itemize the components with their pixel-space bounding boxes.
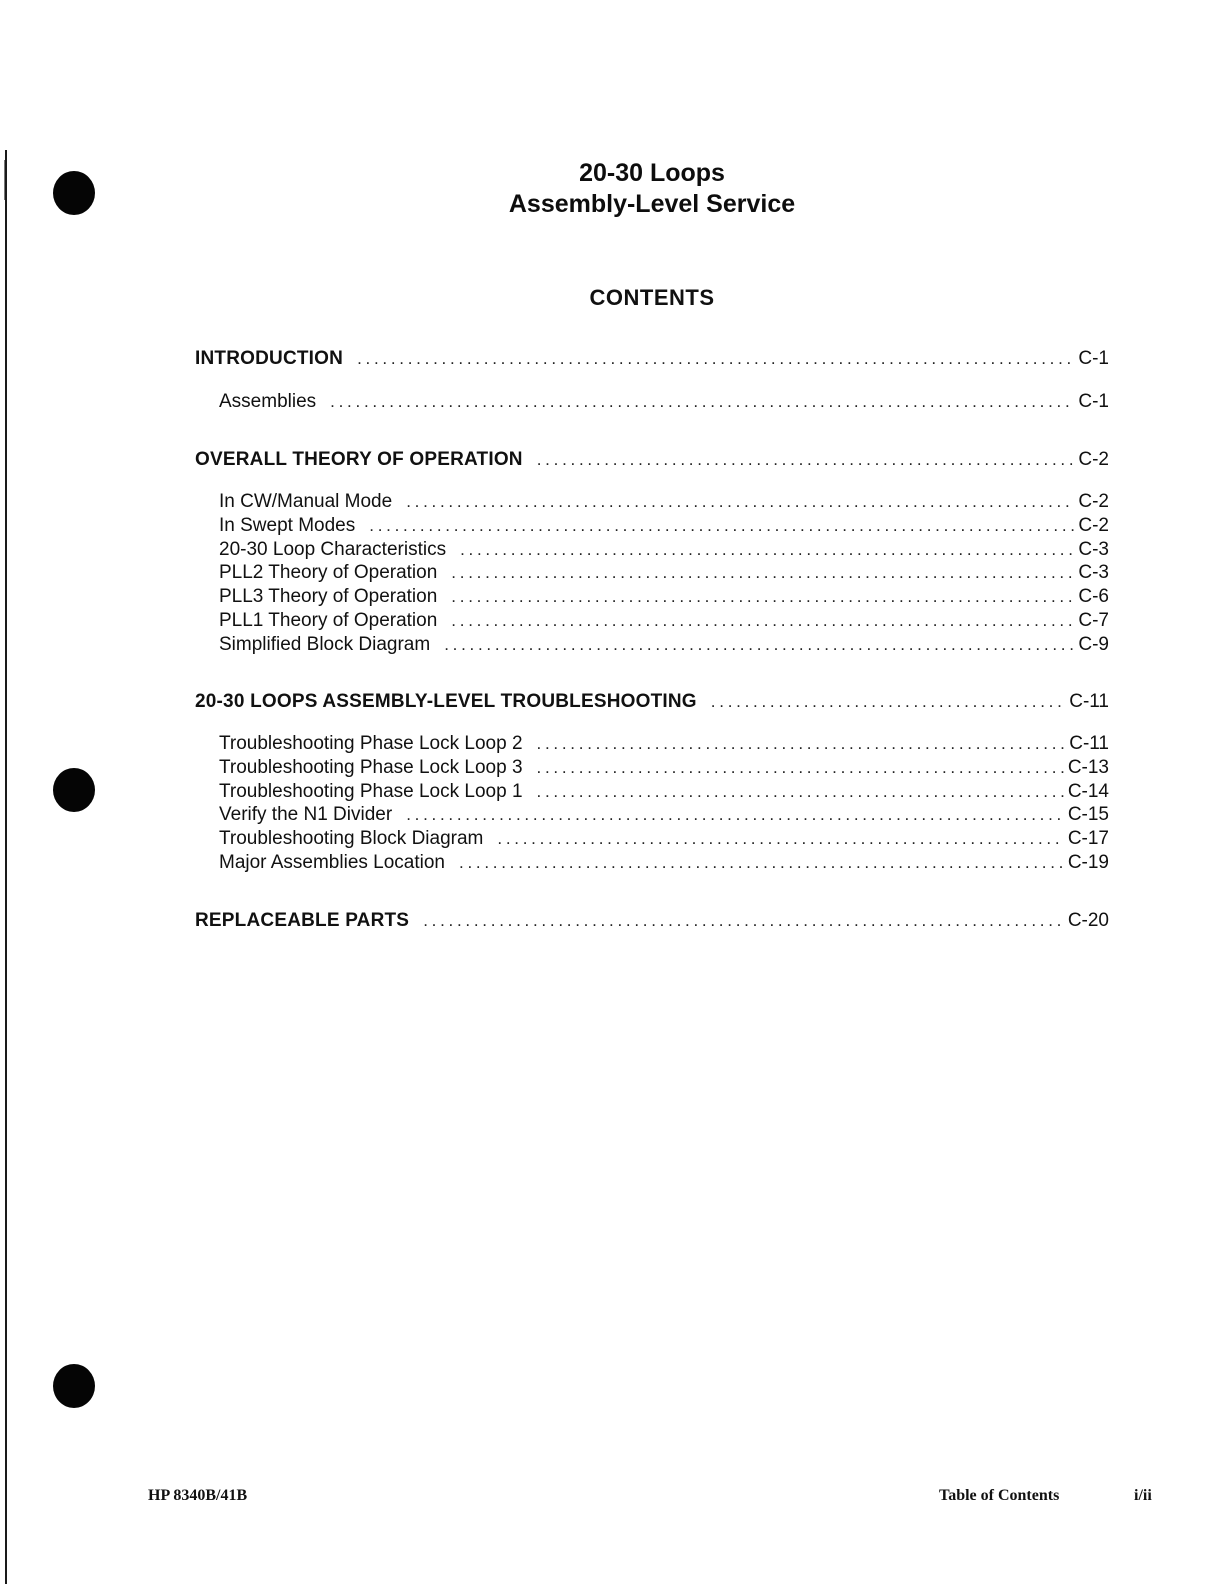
toc-section-overall-theory[interactable] [195, 448, 1109, 472]
toc-entry-label: Troubleshooting Phase Lock Loop 3 [219, 757, 523, 778]
toc-entry-pll2-theory[interactable] [219, 561, 1109, 585]
toc-page-number: C-1 [1078, 391, 1109, 412]
dot-leader [423, 909, 1064, 933]
toc-page-number: C-2 [1078, 515, 1109, 536]
toc-entry-label: PLL2 Theory of Operation [219, 562, 438, 583]
toc-section-replaceable-parts[interactable] [195, 909, 1109, 933]
dot-leader [537, 756, 1064, 780]
toc-entry-label: Troubleshooting Phase Lock Loop 1 [219, 781, 523, 802]
toc-entry-label: Verify the N1 Divider [219, 804, 393, 825]
toc-entry-swept-modes[interactable] [219, 514, 1109, 538]
toc-page-number: C-19 [1067, 852, 1109, 873]
toc-entry-label: In Swept Modes [219, 515, 356, 536]
toc-entry-troubleshooting-pll3[interactable] [219, 756, 1109, 780]
punch-hole-middle [53, 768, 95, 812]
toc-entry-label: 20-30 Loop Characteristics [219, 539, 447, 560]
toc-entry-troubleshooting-pll1[interactable] [219, 780, 1109, 804]
toc-page-number: C-3 [1078, 539, 1109, 560]
footer-section: Table of Contents [939, 1487, 1060, 1504]
toc-page-number: C-11 [1069, 733, 1109, 754]
toc-entry-assemblies[interactable] [219, 390, 1109, 414]
dot-leader [406, 490, 1074, 514]
dot-leader [537, 448, 1075, 472]
toc-entry-label: PLL1 Theory of Operation [219, 610, 438, 631]
toc-page-number: C-7 [1078, 610, 1109, 631]
toc-entry-pll3-theory[interactable] [219, 585, 1109, 609]
toc-entry-troubleshooting-block-diagram[interactable] [219, 827, 1109, 851]
dot-leader [444, 633, 1074, 657]
toc-page-number: C-1 [1078, 348, 1109, 369]
dot-leader [497, 827, 1063, 851]
dot-leader [711, 690, 1065, 714]
document-title-line1: 20-30 Loops [579, 159, 725, 187]
toc-page-number: C-13 [1067, 757, 1109, 778]
toc-entry-label: Simplified Block Diagram [219, 634, 431, 655]
toc-page-number: C-2 [1078, 491, 1109, 512]
dot-leader [537, 732, 1066, 756]
toc-section-label: 20-30 LOOPS ASSEMBLY-LEVEL TROUBLESHOOTING [195, 691, 697, 712]
toc-section-label: REPLACEABLE PARTS [195, 910, 410, 931]
dot-leader [451, 561, 1074, 585]
toc-entry-simplified-block-diagram[interactable] [219, 633, 1109, 657]
dot-leader [406, 803, 1064, 827]
toc-page-number: C-17 [1067, 828, 1109, 849]
dot-leader [451, 609, 1074, 633]
document-title-line2: Assembly-Level Service [508, 190, 796, 218]
dot-leader [537, 780, 1064, 804]
toc-entry-label: Major Assemblies Location [219, 852, 445, 873]
toc-entry-label: In CW/Manual Mode [219, 491, 393, 512]
dot-leader [460, 538, 1074, 562]
toc-section-label: INTRODUCTION [195, 348, 344, 369]
toc-entry-label: Troubleshooting Block Diagram [219, 828, 484, 849]
toc-entry-label: Assemblies [219, 391, 317, 412]
toc-entry-loop-characteristics[interactable] [219, 538, 1109, 562]
toc-entry-label: Troubleshooting Phase Lock Loop 2 [219, 733, 523, 754]
toc-entry-label: PLL3 Theory of Operation [219, 586, 438, 607]
footer-model: HP 8340B/41B [148, 1487, 248, 1504]
toc-page-number: C-3 [1078, 562, 1109, 583]
toc-entry-pll1-theory[interactable] [219, 609, 1109, 633]
dot-leader [357, 347, 1074, 371]
toc-entry-verify-n1-divider[interactable] [219, 803, 1109, 827]
footer-page-number: i/ii [1134, 1487, 1152, 1504]
toc-page-number: C-6 [1078, 586, 1109, 607]
toc-section-troubleshooting[interactable] [195, 690, 1109, 714]
binding-edge-line [5, 150, 7, 1584]
dot-leader [330, 390, 1074, 414]
toc-page-number: C-15 [1067, 804, 1109, 825]
dot-leader [451, 585, 1074, 609]
toc-page-number: C-14 [1067, 781, 1109, 802]
toc-entry-cw-manual-mode[interactable] [219, 490, 1109, 514]
punch-hole-bottom [53, 1364, 95, 1408]
toc-section-introduction[interactable] [195, 347, 1109, 371]
toc-page-number: C-2 [1078, 449, 1109, 470]
toc-page-number: C-20 [1067, 910, 1109, 931]
dot-leader [369, 514, 1074, 538]
toc-entry-troubleshooting-pll2[interactable] [219, 732, 1109, 756]
contents-heading: CONTENTS [589, 285, 715, 310]
toc-entry-major-assemblies-location[interactable] [219, 851, 1109, 875]
toc-section-label: OVERALL THEORY OF OPERATION [195, 449, 523, 470]
toc-page-number: C-9 [1078, 634, 1109, 655]
dot-leader [459, 851, 1064, 875]
toc-page-number: C-11 [1069, 691, 1109, 712]
